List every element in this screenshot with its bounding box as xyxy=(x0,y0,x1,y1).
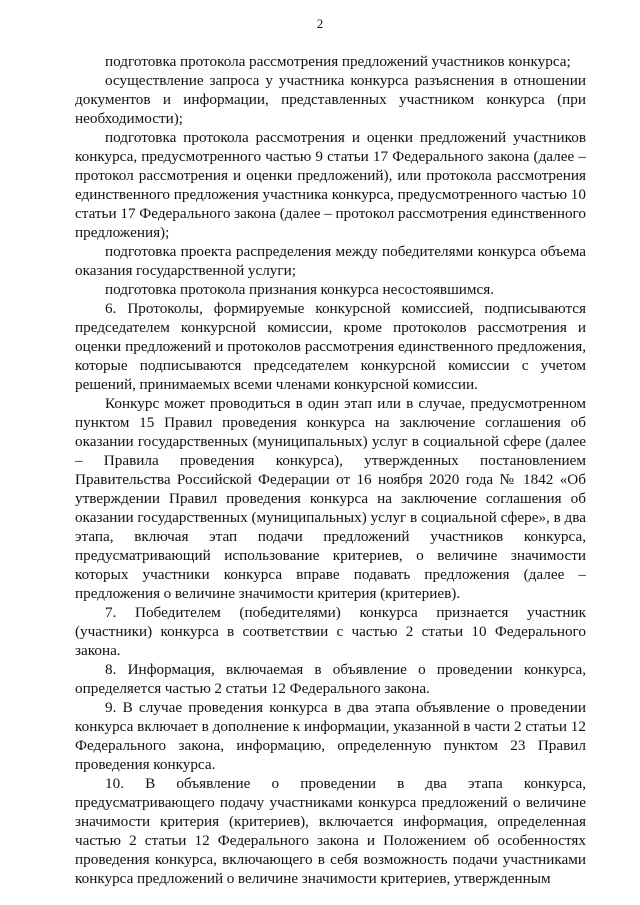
document-body xyxy=(75,52,586,888)
paragraph-item-6: 6. Протоколы, формируемые конкурсной комиссией, подписываются председателем конкурсной комиссии, кроме протоколов рассмотрения и оценки предложений и протоколов рассмотрения единственного предложения, которые подписываются председателем конкурсной комиссии с учетом решений, принимаемых всеми членами конкурсной комиссии. xyxy=(75,300,586,393)
paragraph-protocol-review: подготовка протокола рассмотрения предложений участников конкурса; xyxy=(105,53,571,70)
paragraph-contest-stages: Конкурс может проводиться в один этап или в случае, предусмотренном пунктом 15 Правил проведения конкурса на заключение соглашения об оказании государственных (муниципальных) услуг в социальной сфере (далее – Правила проведения конкурса), утвержденных постановлением Правительства Российской Федерации от 16 ноября 2020 года № 1842 «Об утверждении Правил проведения конкурса на заключение соглашения об оказании государственных (муниципальных) услуг в социальной сфере», в два этапа, включая этап подачи предложений участников конкурса, предусматривающий использование критериев, о величине значимости которых участники конкурса вправе подавать предложения (далее – предложения о величине значимости критерия (критериев). xyxy=(75,395,586,602)
paragraph-protocol-evaluation: подготовка протокола рассмотрения и оценки предложений участников конкурса, предусмотренного частью 9 статьи 17 Федерального закона (далее – протокол рассмотрения и оценки предложений), или протокола рассмотрения единственного предложения участника конкурса, предусмотренного частью 10 статьи 17 Федерального закона (далее – протокол рассмотрения единственного предложения); xyxy=(75,129,586,241)
page-number: 2 xyxy=(316,16,324,31)
paragraph-item-10: 10. В объявление о проведении в два этапа конкурса, предусматривающего подачу участниками конкурса предложений о величине значимости критерия (критериев), включается информация, определенная частью 2 статьи 12 Федерального закона и Положением об особенностях проведения конкурса, включающего в себя возможность подачи участниками конкурса предложений о величине значимости критериев, утвержденным xyxy=(75,775,586,887)
paragraph-failed-contest-protocol: подготовка протокола признания конкурса несостоявшимся. xyxy=(105,281,495,298)
paragraph-item-9: 9. В случае проведения конкурса в два этапа объявление о проведении конкурса включает в дополнение к информации, указанной в части 2 статьи 12 Федерального закона, информацию, определенную пунктом 23 Правил проведения конкурса. xyxy=(75,699,586,773)
paragraph-clarification-request: осуществление запроса у участника конкурса разъяснения в отношении документов и информации, представленных участником конкурса (при необходимости); xyxy=(75,72,586,127)
paragraph-distribution-draft: подготовка проекта распределения между победителями конкурса объема оказания государственной услуги; xyxy=(75,243,586,279)
paragraph-item-8: 8. Информация, включаемая в объявление о проведении конкурса, определяется частью 2 статьи 12 Федерального закона. xyxy=(75,661,586,697)
paragraph-item-7: 7. Победителем (победителями) конкурса признается участник (участники) конкурса в соответствии с частью 2 статьи 10 Федерального закона. xyxy=(75,604,586,659)
